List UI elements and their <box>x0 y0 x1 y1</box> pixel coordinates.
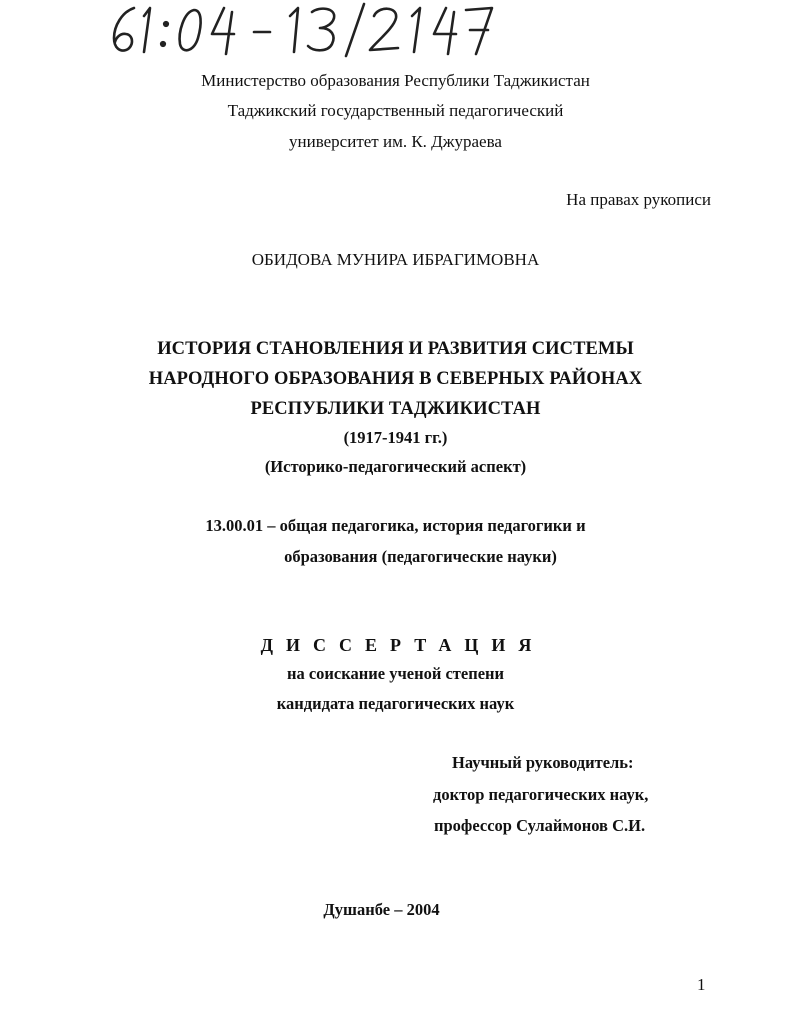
university-line-2: университет им. К. Джураева <box>289 132 502 151</box>
title-line-3: РЕСПУБЛИКИ ТАДЖИКИСТАН <box>250 399 541 419</box>
dissertation-label: ДИССЕРТАЦИЯ <box>260 635 545 655</box>
manuscript-rights: На правах рукописи <box>566 190 711 209</box>
specialty-line-2: образования (педагогические науки) <box>284 547 557 566</box>
handwritten-archive-number <box>108 2 528 58</box>
title-line-2: НАРОДНОГО ОБРАЗОВАНИЯ В СЕВЕРНЫХ РАЙОНАХ <box>148 369 643 389</box>
page-number: 1 <box>697 975 706 994</box>
city-year: Душанбе – 2004 <box>323 900 440 919</box>
author-name: ОБИДОВА МУНИРА ИБРАГИМОВНА <box>251 250 540 269</box>
title-line-1: ИСТОРИЯ СТАНОВЛЕНИЯ И РАЗВИТИЯ СИСТЕМЫ <box>157 339 634 359</box>
ministry-line: Министерство образования Республики Таджикистан <box>201 71 590 90</box>
specialty-line-1: 13.00.01 – общая педагогика, история педагогики и <box>205 516 586 535</box>
university-line-1: Таджикский государственный педагогический <box>227 101 564 120</box>
dissertation-line-2: кандидата педагогических наук <box>276 694 515 713</box>
supervisor-label: Научный руководитель: <box>452 753 634 772</box>
supervisor-degree: доктор педагогических наук, <box>433 785 649 804</box>
supervisor-name: профессор Сулаймонов С.И. <box>434 816 646 835</box>
title-years: (1917-1941 гг.) <box>343 428 448 447</box>
dissertation-line-1: на соискание ученой степени <box>286 664 505 683</box>
title-aspect: (Историко-педагогический аспект) <box>264 457 527 476</box>
